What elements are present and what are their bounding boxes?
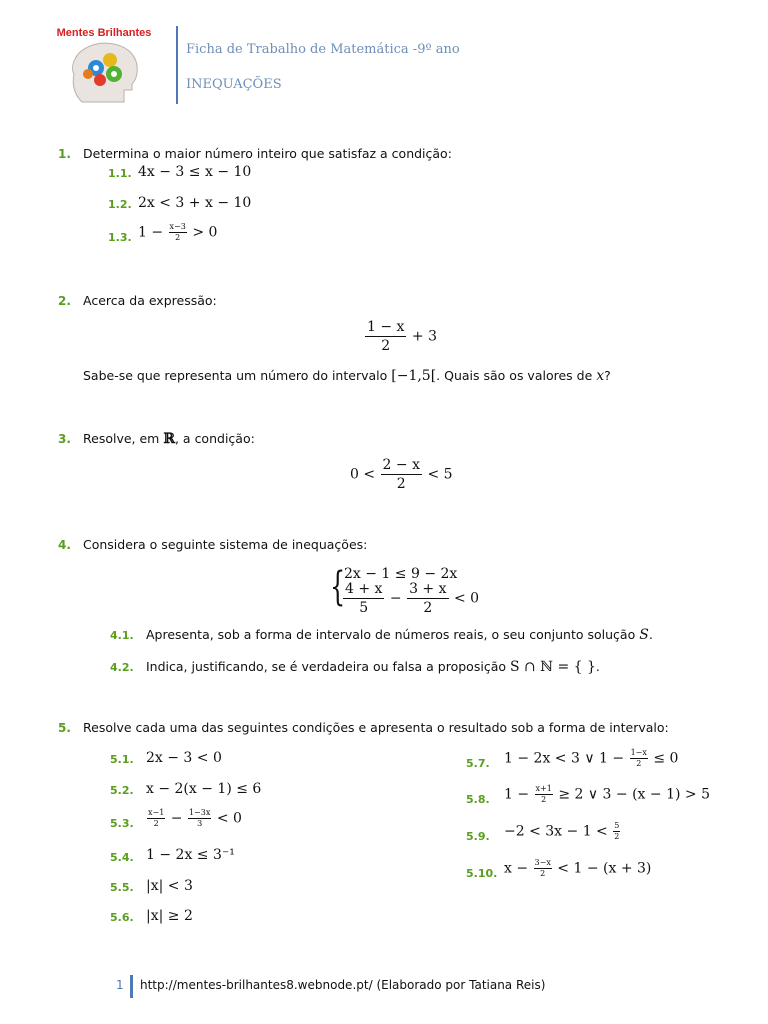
page-subtitle: INEQUAÇÕES [186,77,282,92]
q5-3-expr: $\frac{x-1}{2}$ − $\frac{1-3x}{3}$ < 0 [148,808,242,828]
q5-9-number: 5.9. [466,830,490,843]
q5-8-number: 5.8. [466,793,490,806]
q5-5-number: 5.5. [110,881,134,894]
q5-4-expr: 1 − 2x ≤ 3⁻¹ [146,847,235,863]
q1-2-number: 1.2. [108,198,132,211]
left-brace: { [330,564,346,610]
footer-link[interactable]: http://mentes-brilhantes8.webnode.pt/ (Elaborado por Tatiana Reis) [140,978,546,992]
q1-number: 1. [58,147,71,161]
q1-text: Determina o maior número inteiro que satisfaz a condição: [83,146,452,161]
page-title: Ficha de Trabalho de Matemática -9º ano [186,42,460,57]
q5-3-number: 5.3. [110,817,134,830]
q5-7-number: 5.7. [466,757,490,770]
q5-10-number: 5.10. [466,867,498,880]
q4-2-text: Indica, justificando, se é verdadeira ou falsa a proposição S ∩ ℕ = { }. [146,659,600,675]
q5-9-expr: −2 < 3x − 1 < $\frac{5}{2}$ [504,821,620,841]
q4-1-number: 4.1. [110,629,134,642]
q2-number: 2. [58,294,71,308]
q1-1-number: 1.1. [108,167,132,180]
q5-5-expr: |x| < 3 [146,878,193,894]
footer-divider [130,975,133,998]
q5-2-number: 5.2. [110,784,134,797]
q4-2-number: 4.2. [110,661,134,674]
q1-3-expr: 1 − $\frac{x-3}{2}$ > 0 [138,222,218,242]
q5-6-number: 5.6. [110,911,134,924]
q4-1-text: Apresenta, sob a forma de intervalo de números reais, o seu conjunto solução S. [146,627,653,643]
q5-1-number: 5.1. [110,753,134,766]
q5-8-expr: 1 − $\frac{x+1}{2}$ ≥ 2 ∨ 3 − (x − 1) > 5 [504,784,710,804]
q5-text: Resolve cada uma das seguintes condições e apresenta o resultado sob a forma de intervalo: [83,720,669,735]
q3-number: 3. [58,432,71,446]
page-number: 1 [116,978,124,992]
header-divider [176,26,178,104]
q1-2-expr: 2x < 3 + x − 10 [138,195,252,211]
q2-expression: $\frac{1 - x}{2}$ + 3 [367,319,437,354]
q5-4-number: 5.4. [110,851,134,864]
q2-line: Sabe-se que representa um número do intervalo [−1,5[. Quais são os valores de x? [83,368,611,384]
q5-number: 5. [58,721,71,735]
q5-1-expr: 2x − 3 < 0 [146,750,222,766]
q5-7-expr: 1 − 2x < 3 ∨ 1 − $\frac{1-x}{2}$ ≤ 0 [504,748,679,768]
q1-3-number: 1.3. [108,231,132,244]
q1-1-expr: 4x − 3 ≤ x − 10 [138,164,252,180]
logo [52,24,156,104]
q4-text: Considera o seguinte sistema de inequações: [83,537,368,552]
logo-text: Mentes Brilhantes [56,27,152,39]
system-eq2: $\frac{4 + x}{5}$ − $\frac{3 + x}{2}$ < 0 [345,581,480,616]
q3-expression: 0 < $\frac{2 - x}{2}$ < 5 [350,457,453,492]
q3-text: Resolve, em ℝ, a condição: [83,431,255,447]
q2-text: Acerca da expressão: [83,293,217,308]
q4-number: 4. [58,538,71,552]
q5-6-expr: |x| ≥ 2 [146,908,193,924]
q5-2-expr: x − 2(x − 1) ≤ 6 [146,781,262,797]
system-eq1: 2x − 1 ≤ 9 − 2x [344,566,458,582]
q5-10-expr: x − $\frac{3-x}{2}$ < 1 − (x + 3) [504,858,652,878]
